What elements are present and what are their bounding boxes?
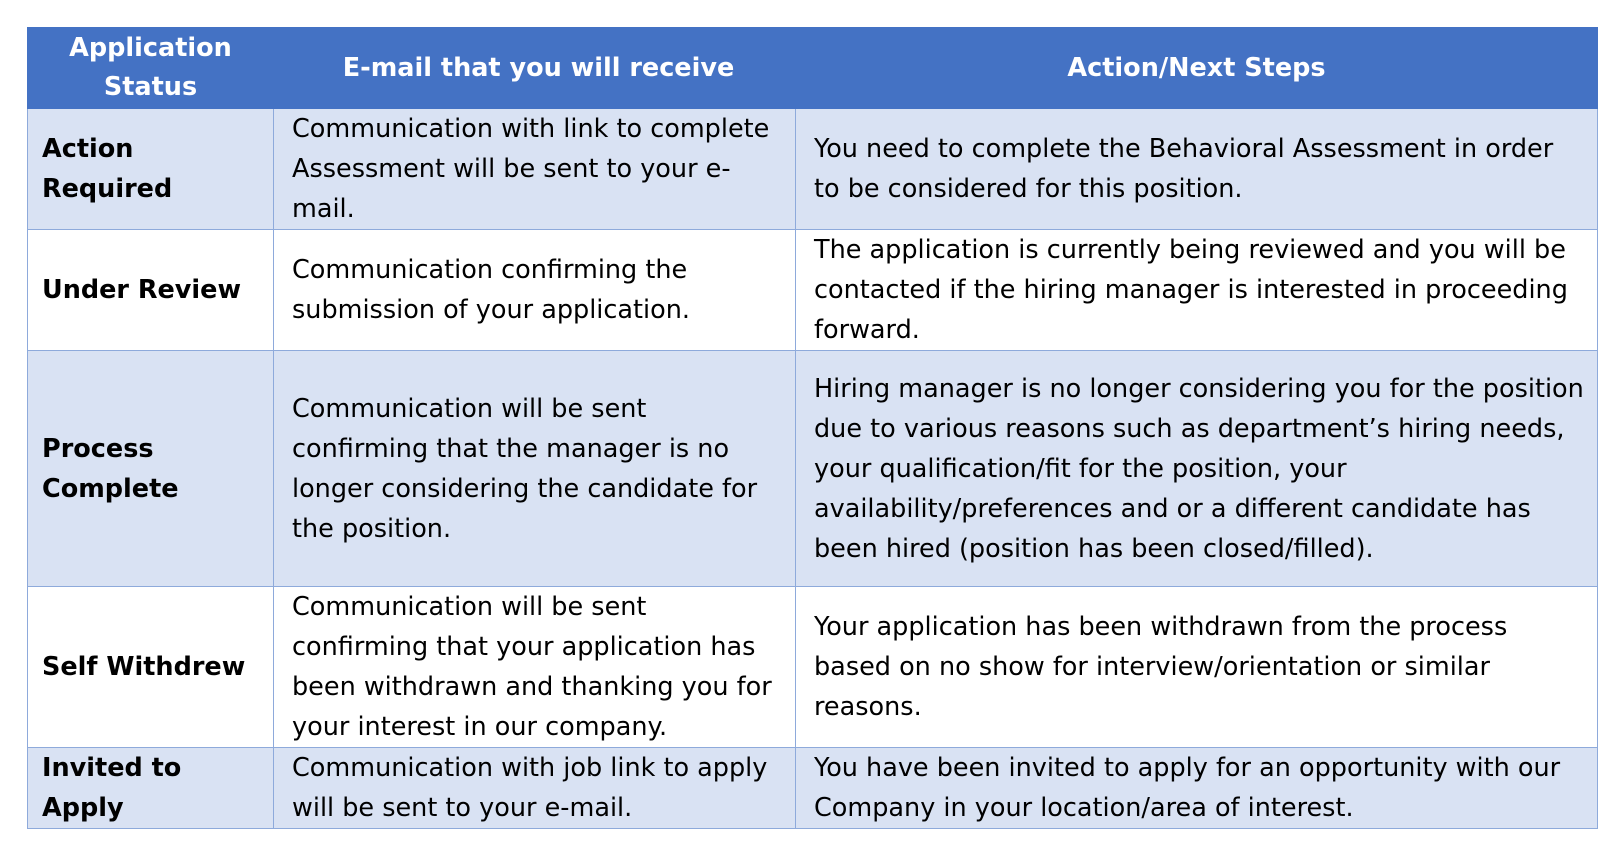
status-cell: Self Withdrew — [28, 587, 274, 748]
header-action-next-steps: Action/Next Steps — [796, 28, 1598, 109]
action-cell: The application is currently being reviewed and you will be contacted if the hiring manager is interested in proceeding forward. — [796, 230, 1598, 351]
status-cell: Process Complete — [28, 351, 274, 587]
table-row-under-review — [28, 230, 1598, 351]
table-row-self-withdrew — [28, 587, 1598, 748]
header-application-status: Application Status — [28, 28, 274, 109]
email-cell: Communication with link to complete Assessment will be sent to your e-mail. — [274, 109, 796, 230]
email-cell: Communication will be sent confirming that the manager is no longer considering the candidate for the position. — [274, 351, 796, 587]
header-email-received: E-mail that you will receive — [274, 28, 796, 109]
table-row-action-required — [28, 109, 1598, 230]
action-cell: Hiring manager is no longer considering you for the position due to various reasons such as department’s hiring needs, your qualification/fit for the position, your availability/preferences and or a different candidate has been hired (position has been closed/filled). — [796, 351, 1598, 587]
action-cell: Your application has been withdrawn from the process based on no show for interview/orientation or similar reasons. — [796, 587, 1598, 748]
table-row-invited-to-apply — [28, 748, 1598, 829]
email-cell: Communication with job link to apply will be sent to your e-mail. — [274, 748, 796, 829]
status-cell: Action Required — [28, 109, 274, 230]
header-row — [28, 28, 1598, 109]
email-cell: Communication confirming the submission of your application. — [274, 230, 796, 351]
action-cell: You have been invited to apply for an opportunity with our Company in your location/area of interest. — [796, 748, 1598, 829]
application-status-table — [27, 27, 1598, 829]
status-cell: Invited to Apply — [28, 748, 274, 829]
action-cell: You need to complete the Behavioral Assessment in order to be considered for this position. — [796, 109, 1598, 230]
status-cell: Under Review — [28, 230, 274, 351]
email-cell: Communication will be sent confirming that your application has been withdrawn and thanking you for your interest in our company. — [274, 587, 796, 748]
table-row-process-complete — [28, 351, 1598, 587]
